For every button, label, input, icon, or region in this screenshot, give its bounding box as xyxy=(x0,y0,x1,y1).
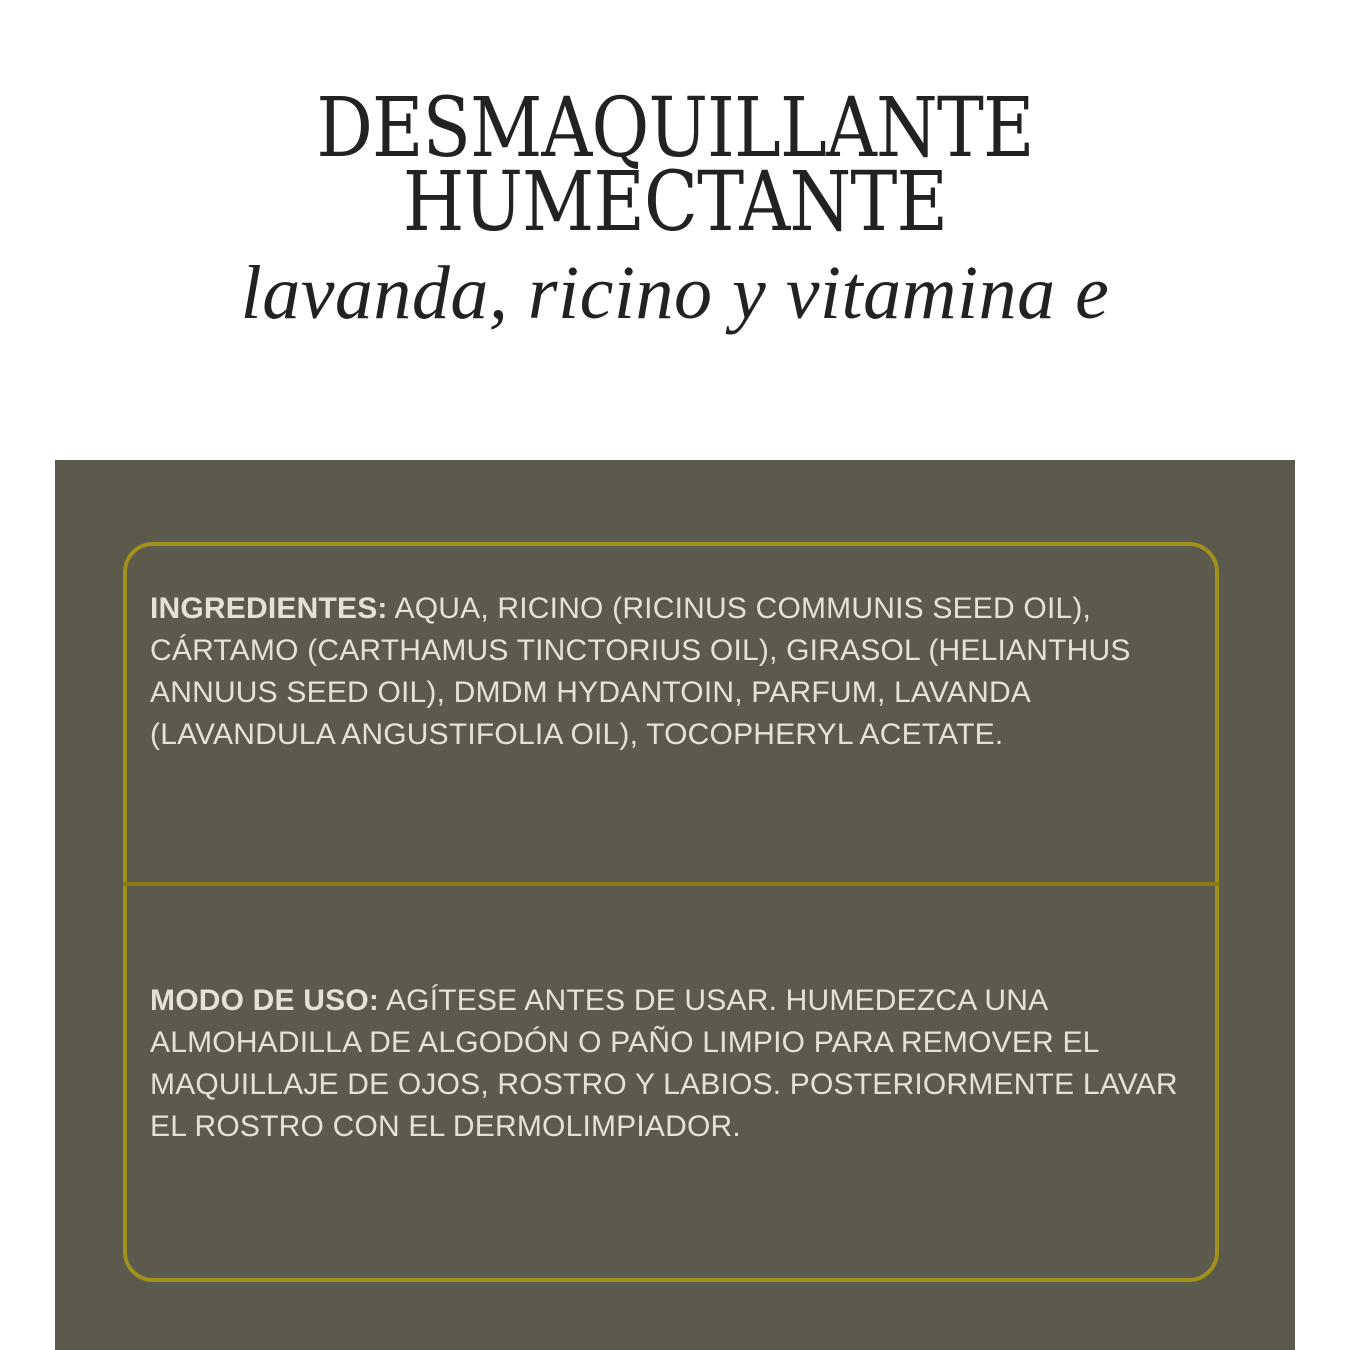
ingredients-text: AQUA, RICINO (RICINUS COMMUNIS SEED OIL), CÁRTAMO (CARTHAMUS TINCTORIUS OIL), GIRASOL (HELIANTHUS ANNUUS SEED OIL), DMDM HYDANTOIN, PARFUM, LAVANDA (LAVANDULA ANGUSTIFOLIA OIL), TOCOPHERYL ACETATE. xyxy=(150,592,1131,751)
ingredients-label: INGREDIENTES: xyxy=(150,592,388,625)
product-title-line1: DESMAQUILLANTE xyxy=(316,81,1034,176)
product-title-line2: HUMECTANTE xyxy=(402,155,948,250)
usage-text: AGÍTESE ANTES DE USAR. HUMEDEZCA UNA ALMOHADILLA DE ALGODÓN O PAÑO LIMPIO PARA REMOVER EL MAQUILLAJE DE OJOS, ROSTRO Y LABIOS. POSTERIORMENTE LAVAR EL ROSTRO CON EL DERMOLIMPIADOR. xyxy=(150,984,1178,1143)
product-subtitle: lavanda, ricino y vitamina e xyxy=(240,251,1110,335)
product-header xyxy=(0,81,1350,338)
info-panel xyxy=(55,460,1295,1350)
usage-label: MODO DE USO: xyxy=(150,984,380,1017)
section-divider xyxy=(123,882,1219,886)
ingredients-section xyxy=(150,588,1210,756)
usage-section xyxy=(150,980,1210,1148)
